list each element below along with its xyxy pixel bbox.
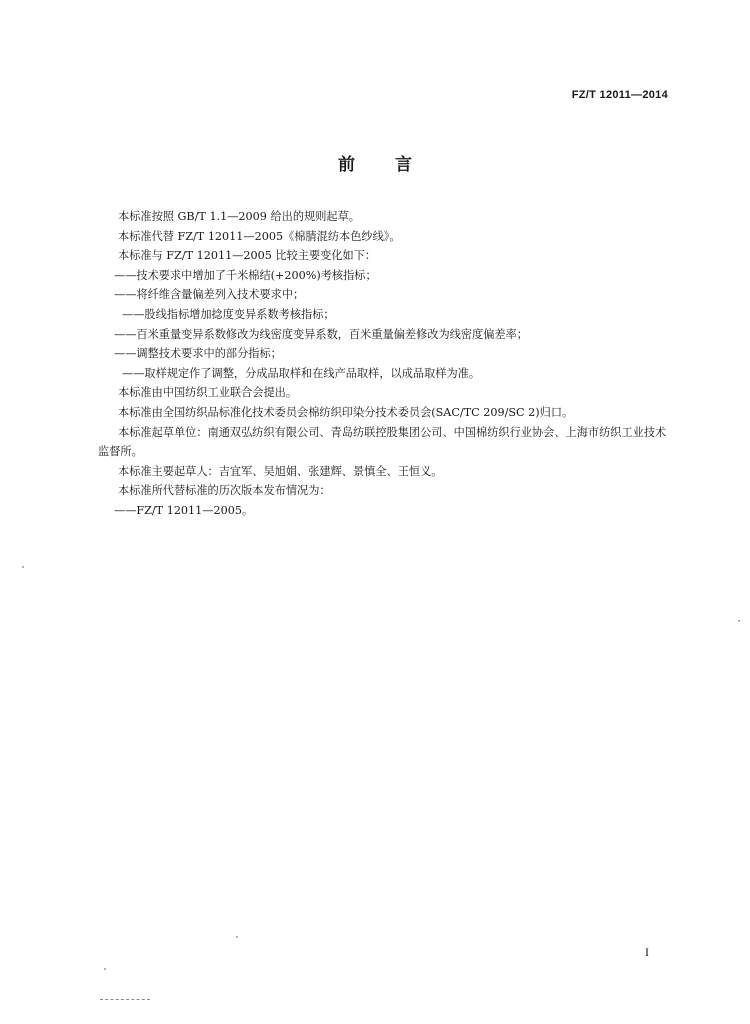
change-item: ——取样规定作了调整，分成品取样和在线产品取样，以成品取样为准。	[122, 366, 481, 380]
paragraph-drafters: 本标准主要起草人：吉宜军、吴旭娟、张建辉、景慎全、王恒义。	[118, 464, 443, 478]
scan-speck	[22, 566, 24, 568]
footer-rule	[100, 999, 150, 1001]
paragraph-replaces: 本标准代替 FZ/T 12011—2005《棉腈混纺本色纱线》。	[118, 229, 401, 243]
scan-speck	[738, 620, 740, 622]
paragraph-history-intro: 本标准所代替标准的历次版本发布情况为：	[118, 484, 331, 498]
scan-speck	[104, 968, 106, 970]
paragraph-changes-intro: 本标准与 FZ/T 12011—2005 比较主要变化如下：	[118, 249, 377, 263]
paragraph-centralized-by: 本标准由全国纺织品标准化技术委员会棉纺织印染分技术委员会(SAC/TC 209/SC 2)归口。	[118, 405, 574, 419]
change-item: ——技术要求中增加了千米棉结(+200%)考核指标；	[114, 268, 377, 282]
change-item: ——百米重量变异系数修改为线密度变异系数，百米重量偏差修改为线密度偏差率；	[114, 327, 528, 341]
page-number: I	[645, 945, 649, 959]
body-text	[98, 207, 673, 521]
change-item: ——股线指标增加捻度变异系数考核指标；	[122, 307, 335, 321]
history-item: ——FZ/T 12011—2005。	[114, 503, 254, 517]
paragraph-drafting-rules: 本标准按照 GB/T 1.1—2009 给出的规则起草。	[118, 210, 360, 223]
standard-code: FZ/T 12011—2014	[571, 89, 668, 101]
change-item: ——调整技术要求中的部分指标；	[114, 347, 282, 361]
paragraph-drafting-units: 本标准起草单位：南通双弘纺织有限公司、青岛纺联控股集团公司、中国棉纺织行业协会、上海市纺织工业技术监督所。	[98, 425, 667, 459]
page-title: 前言	[338, 155, 452, 175]
paragraph-proposed-by: 本标准由中国纺织工业联合会提出。	[118, 386, 298, 400]
change-item: ——将纤维含量偏差列入技术要求中；	[114, 288, 305, 302]
scan-speck	[236, 936, 238, 938]
